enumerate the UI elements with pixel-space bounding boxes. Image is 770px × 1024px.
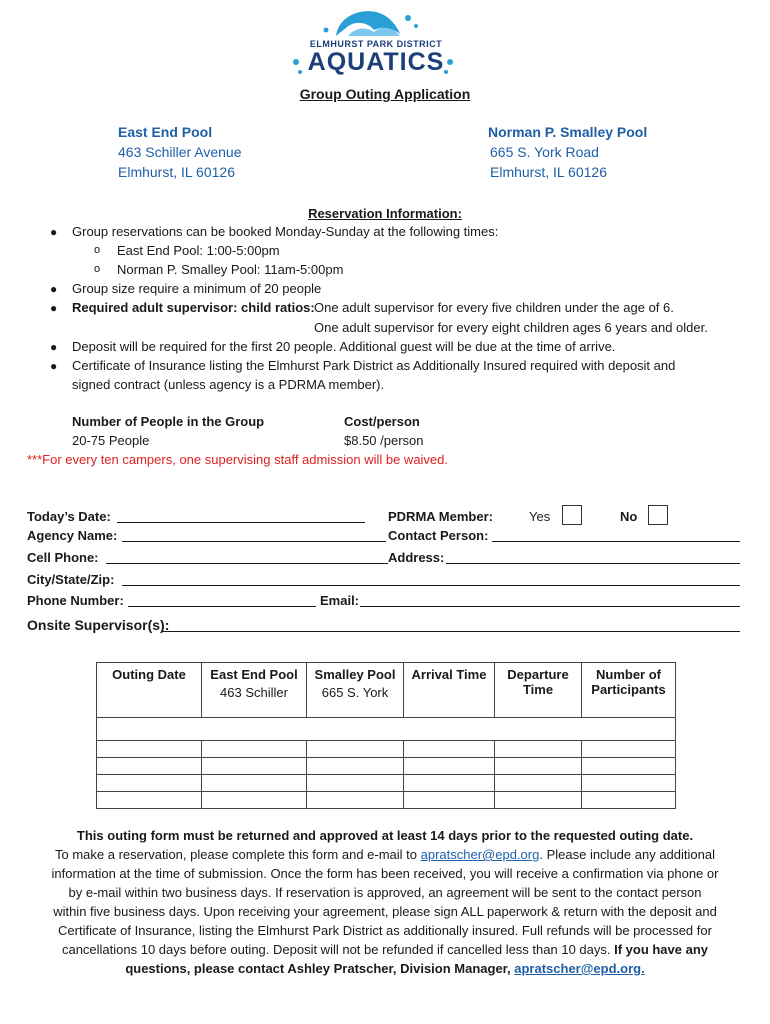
pricing-group-value: 20-75 People bbox=[72, 433, 150, 448]
email-link-2[interactable]: apratscher@epd.org. bbox=[514, 961, 645, 976]
pdrma-label: PDRMA Member: bbox=[388, 509, 493, 524]
onsite-field[interactable] bbox=[162, 617, 740, 632]
pdrma-yes-checkbox[interactable] bbox=[562, 505, 582, 525]
pricing-group-heading: Number of People in the Group bbox=[72, 414, 265, 429]
page-title: Group Outing Application bbox=[299, 86, 471, 102]
col-east-end: East End Pool 463 Schiller bbox=[202, 663, 307, 718]
bullet-icon: ● bbox=[50, 301, 58, 315]
col-smalley: Smalley Pool 665 S. York bbox=[307, 663, 404, 718]
address-field[interactable] bbox=[446, 549, 740, 564]
contact-field[interactable] bbox=[492, 527, 740, 542]
pool-address: 463 Schiller Avenue bbox=[118, 144, 242, 160]
table-spacer-row bbox=[97, 718, 676, 741]
pool-address: 665 S. York Road bbox=[490, 144, 599, 160]
phone-field[interactable] bbox=[128, 592, 316, 607]
list-item: One adult supervisor for every eight children ages 6 years and older. bbox=[314, 320, 708, 335]
pricing-cost-heading: Cost/person bbox=[344, 414, 420, 429]
list-item: Norman P. Smalley Pool: 11am-5:00pm bbox=[117, 262, 344, 277]
todays-date-label: Today’s Date: bbox=[27, 509, 111, 524]
table-row bbox=[97, 758, 676, 775]
col-participants: Number of Participants bbox=[582, 663, 676, 718]
brand-name: AQUATICS bbox=[307, 48, 445, 76]
table-row bbox=[97, 792, 676, 809]
col-departure: Departure Time bbox=[495, 663, 582, 718]
city-field[interactable] bbox=[122, 571, 740, 586]
pool-name: Norman P. Smalley Pool bbox=[488, 124, 648, 140]
todays-date-field[interactable] bbox=[117, 508, 365, 523]
agency-label: Agency Name: bbox=[27, 528, 118, 543]
address-label: Address: bbox=[388, 550, 445, 565]
pool-name: East End Pool bbox=[118, 124, 213, 140]
pool-east-end bbox=[118, 124, 242, 180]
pool-city: Elmhurst, IL 60126 bbox=[490, 164, 607, 180]
bullet-icon: ● bbox=[50, 359, 58, 373]
circle-bullet-icon: o bbox=[94, 263, 101, 275]
list-item: signed contract (unless agency is a PDRMA member). bbox=[72, 377, 385, 392]
pricing-cost-value: $8.50 /person bbox=[344, 433, 424, 448]
yes-label: Yes bbox=[529, 509, 551, 524]
deadline-notice: This outing form must be returned and approved at least 14 days prior to the requested outing date. bbox=[76, 828, 694, 843]
bullet-icon: ● bbox=[50, 340, 58, 354]
bullet-icon: ● bbox=[50, 282, 58, 296]
bullet-icon: ● bbox=[50, 225, 58, 239]
table-row bbox=[97, 741, 676, 758]
list-item: Group size require a minimum of 20 people bbox=[72, 281, 322, 296]
table-row bbox=[97, 775, 676, 792]
onsite-label: Onsite Supervisor(s): bbox=[27, 617, 170, 633]
cell-field[interactable] bbox=[106, 549, 388, 564]
circle-bullet-icon: o bbox=[94, 244, 101, 256]
city-label: City/State/Zip: bbox=[27, 572, 115, 587]
staff-waiver-note: ***For every ten campers, one supervising staff admission will be waived. bbox=[27, 452, 449, 467]
list-item: East End Pool: 1:00-5:00pm bbox=[117, 243, 280, 258]
list-item-label: Required adult supervisor: child ratios: bbox=[72, 300, 315, 315]
list-item: Group reservations can be booked Monday-Sunday at the following times: bbox=[72, 224, 499, 239]
phone-label: Phone Number: bbox=[27, 593, 124, 608]
outing-table bbox=[96, 662, 676, 809]
email-label: Email: bbox=[320, 593, 360, 608]
pdrma-no-checkbox[interactable] bbox=[648, 505, 668, 525]
reservation-heading: Reservation Information: bbox=[308, 206, 462, 221]
col-arrival: Arrival Time bbox=[404, 663, 495, 718]
col-outing-date: Outing Date bbox=[97, 663, 202, 718]
contact-label: Contact Person: bbox=[388, 528, 489, 543]
email-link[interactable]: apratscher@epd.org bbox=[420, 847, 540, 862]
agency-field[interactable] bbox=[122, 527, 386, 542]
instructions: To make a reservation, please complete this form and e-mail to apratscher@epd.org. Please include any additional information at the time of submission. Once the form has been received, you will receive a confirmation via phone or by e-mail within two business days. If reservation is approved, an agreement will be sent to the contact person within five business days. Upon receiving your agreement, please sign ALL paperwork & return with the deposit and Certificate of Insurance, listing the Elmhurst Park District as additionally insured. Full refunds will be processed for cancellations 10 days before outing. Deposit will not be refunded if cancelled less than 10 days. If you have any questions, please contact Ashley Pratscher, Division Manager, apratscher@epd.org. bbox=[51, 847, 719, 976]
cell-label: Cell Phone: bbox=[27, 550, 99, 565]
list-item: Deposit will be required for the first 20 people. Additional guest will be due at the time of arrive. bbox=[72, 339, 616, 354]
list-item: One adult supervisor for every five children under the age of 6. bbox=[314, 300, 674, 315]
org-name: ELMHURST PARK DISTRICT bbox=[309, 39, 443, 49]
email-field[interactable] bbox=[360, 592, 740, 607]
list-item: Certificate of Insurance listing the Elmhurst Park District as Additionally Insured required with deposit and bbox=[72, 358, 676, 373]
no-label: No bbox=[620, 509, 638, 524]
pool-city: Elmhurst, IL 60126 bbox=[118, 164, 235, 180]
pool-smalley bbox=[488, 124, 647, 180]
